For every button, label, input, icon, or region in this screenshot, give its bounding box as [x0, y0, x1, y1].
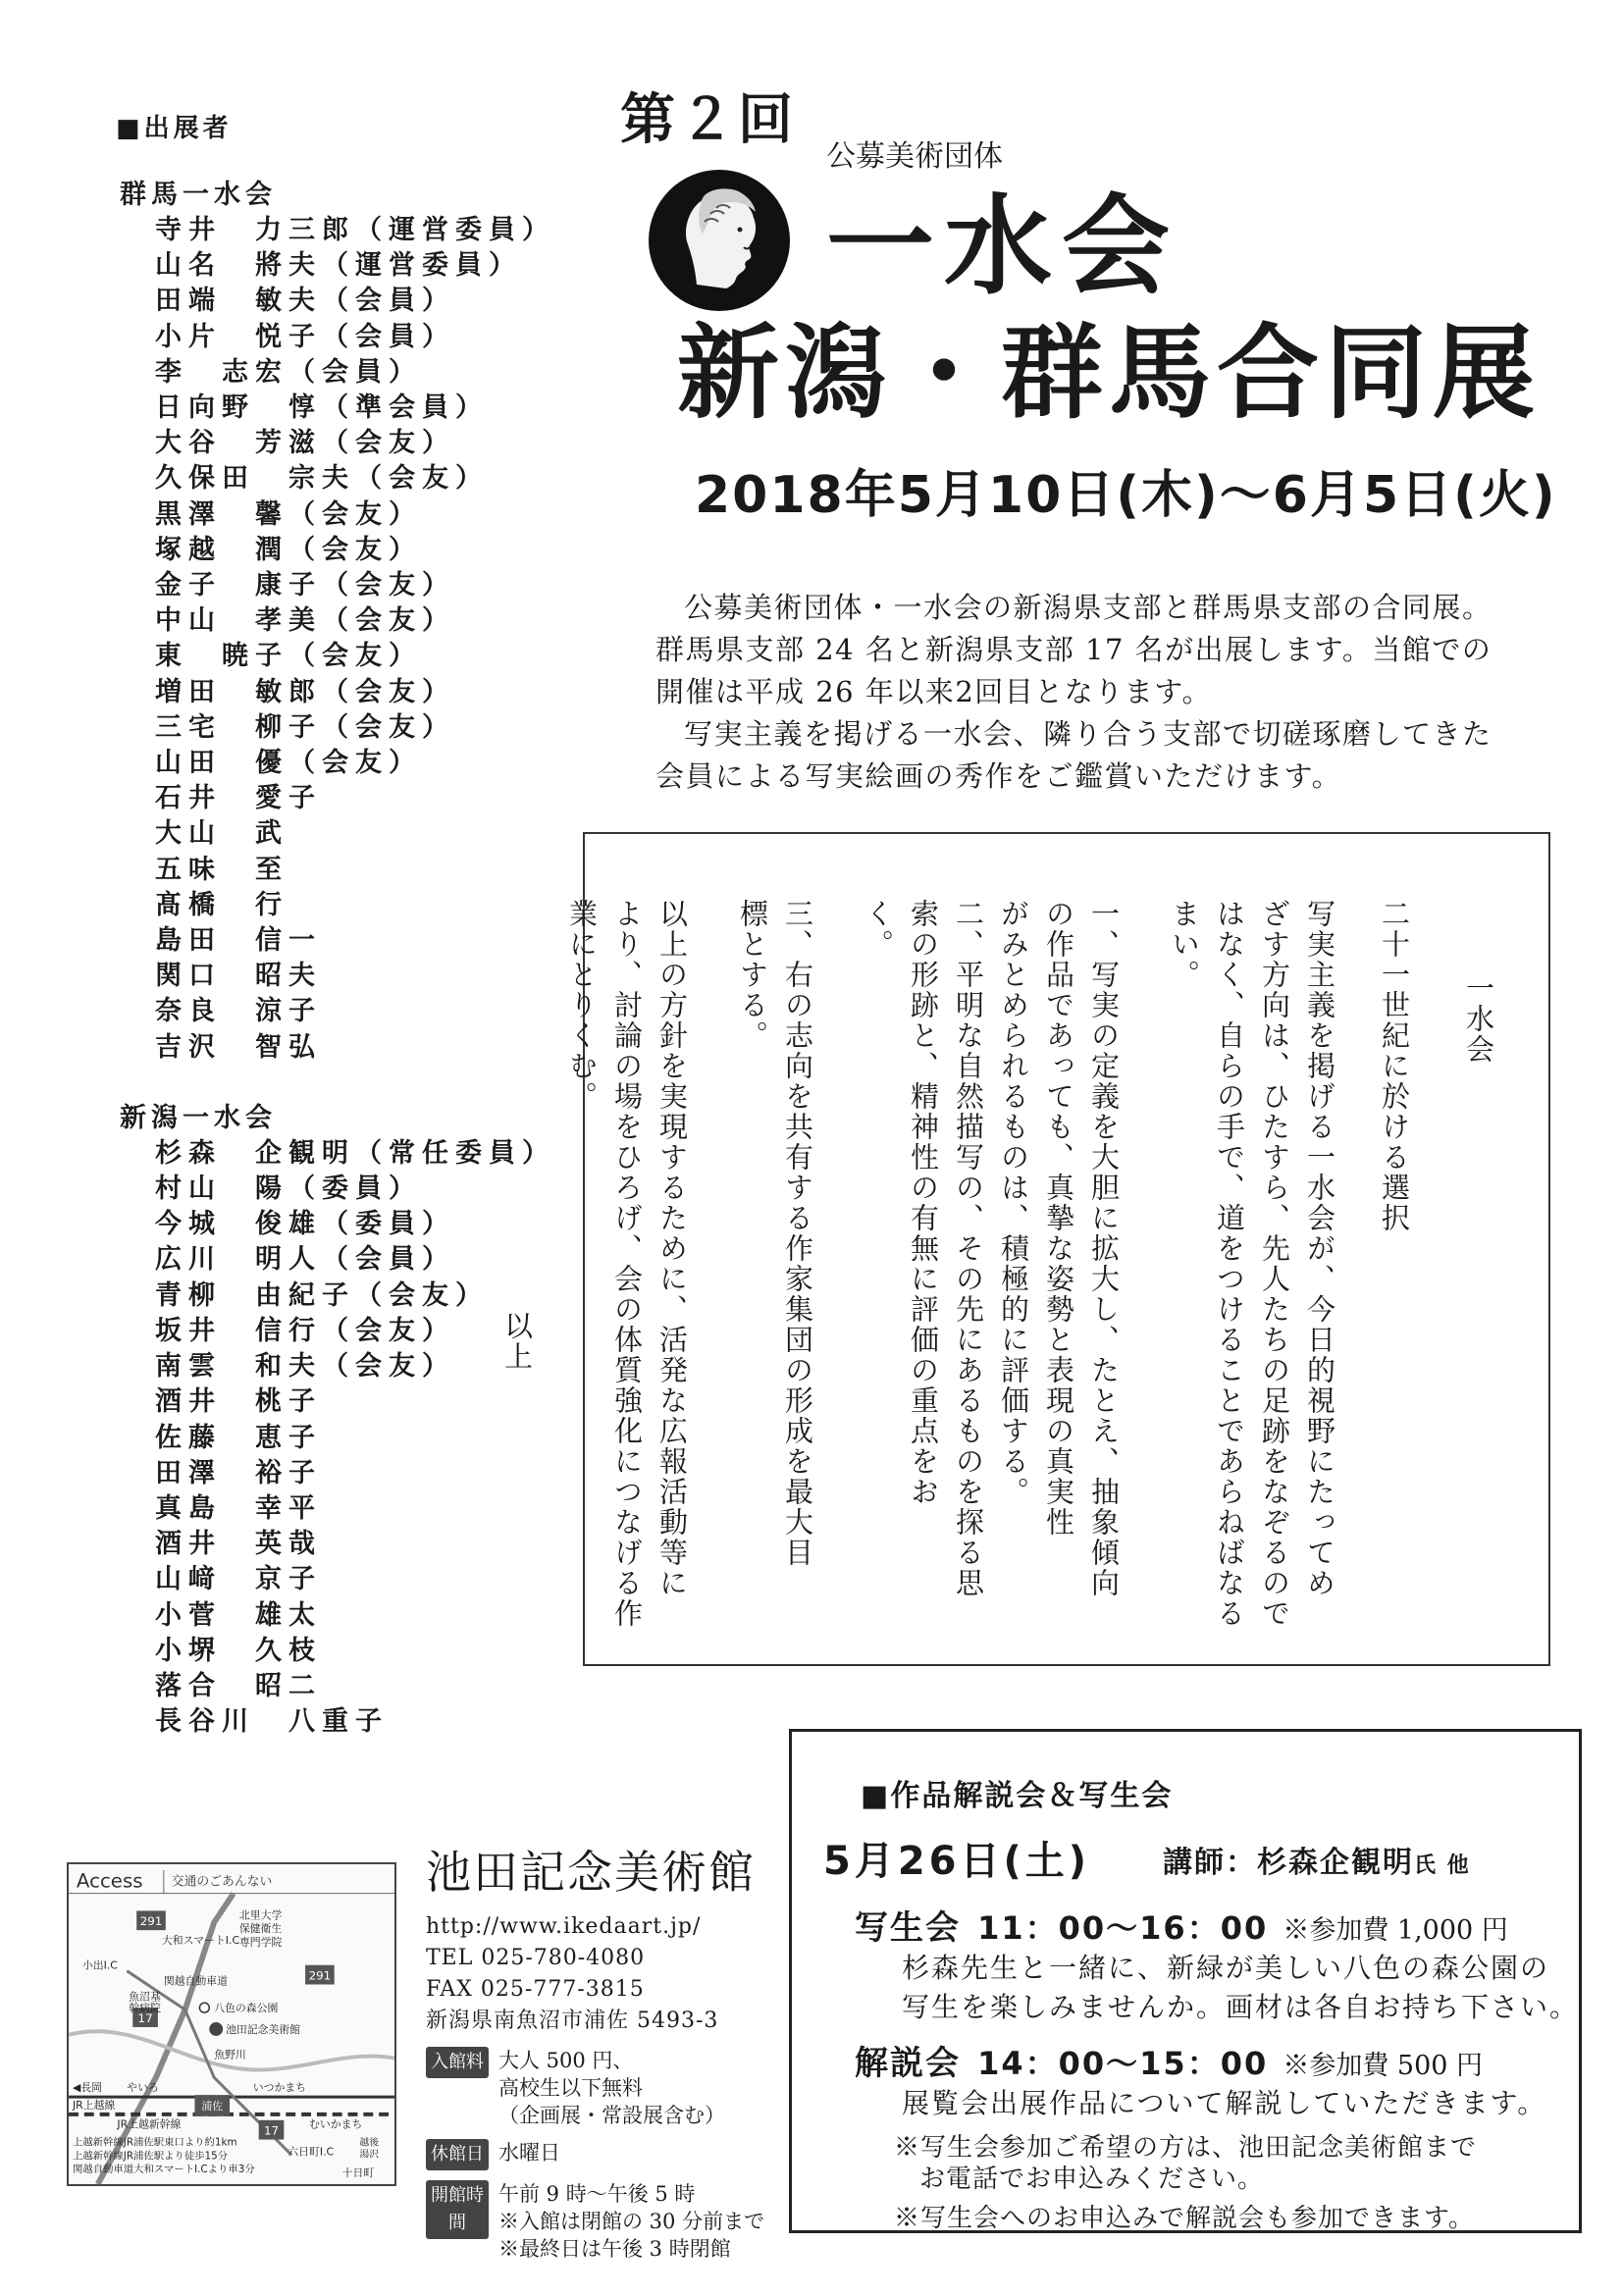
- event-heading: ■作品解説会＆写生会: [861, 1779, 1174, 1813]
- map-label: 大和スマートI.C: [161, 1934, 240, 1948]
- manifesto-org: 一水会: [1462, 973, 1495, 1065]
- exhibitor-member: 吉沢 智弘: [155, 1031, 322, 1063]
- emblem-portrait-icon: [648, 169, 791, 312]
- map-label: 保健衛生: [238, 1922, 283, 1936]
- exhibition-dates: 2018年5月10日(木)～6月5日(火): [695, 466, 1557, 525]
- exhibitor-member: 五味 至: [155, 854, 288, 885]
- exhibitor-member: 日向野 惇（準会員）: [155, 392, 489, 424]
- exhibition-description: [655, 587, 1519, 798]
- group-spacer: [116, 1066, 555, 1101]
- session-title: 写生会: [855, 1908, 961, 1948]
- museum-contact: [426, 1911, 764, 2037]
- hours-text: ※最終日は午後 3 時閉館: [498, 2237, 731, 2261]
- exhibitor-member: 奈良 涼子: [155, 996, 322, 1027]
- closed-text: 水曜日: [498, 2141, 560, 2165]
- exhibitor-member: 杉森 企観明（常任委員）: [155, 1137, 555, 1169]
- manifesto-line: 二、平明な自然描写の、その先にあるものを探る思: [952, 899, 985, 1598]
- organization-type: 公募美術団体: [826, 139, 1003, 174]
- map-directions: 上越新幹線JR浦佐駅東口より約1km: [72, 2136, 237, 2149]
- exhibitor-member: 李 志宏（会員）: [155, 356, 422, 388]
- exhibitor-member: 酒井 英哉: [155, 1529, 322, 1560]
- session-description: 写生を楽しみませんか。画材は各自お持ち下さい。: [902, 1991, 1580, 2023]
- admission-label: 入館料: [426, 2047, 489, 2078]
- lecturer-suffix: 氏 他: [1414, 1853, 1471, 1878]
- exhibitor-member: 大山 武: [155, 818, 288, 850]
- map-label: 池田記念美術館: [226, 2022, 301, 2036]
- manifesto-title: 二十一世紀に於ける選択: [1378, 899, 1411, 1233]
- manifesto-line: 以上の方針を実現するために、活発な広報活動等に: [655, 899, 689, 1598]
- museum-url[interactable]: http://www.ikedaart.jp/: [426, 1914, 702, 1939]
- event-note: [894, 2132, 1477, 2195]
- manifesto-line: より、討論の場をひろげ、会の体質強化につなげる作: [610, 899, 644, 1629]
- session-title: 解説会: [855, 2044, 961, 2083]
- group-name: 一水会: [826, 183, 1179, 309]
- manifesto-closing: 以上: [500, 1311, 534, 1372]
- closed-label: 休館日: [426, 2139, 489, 2170]
- hours-text: ※入館は閉館の 30 分前まで: [498, 2210, 765, 2233]
- exhibitor-member: 東 暁子（会友）: [155, 641, 422, 672]
- sketch-session: [855, 1901, 1579, 2027]
- admission-text: 大人 500 円、: [498, 2049, 634, 2072]
- exhibitor-member: 酒井 桃子: [155, 1386, 322, 1418]
- exhibitor-member: 山田 優（会友）: [155, 748, 422, 779]
- exhibitor-member: 山﨑 京子: [155, 1564, 322, 1595]
- exhibition-title: 新潟・群馬合同展: [677, 313, 1542, 433]
- museum-fax: FAX 025-777-3815: [426, 1977, 645, 2002]
- exhibitor-member: 今城 俊雄（委員）: [155, 1209, 455, 1240]
- museum-tel: TEL 025-780-4080: [426, 1946, 646, 1970]
- manifesto-line: はなく、自らの手で、道をつけることであらねばなる: [1213, 899, 1246, 1629]
- exhibitors-list: [116, 108, 555, 1740]
- admission-text: （企画展・常設展含む）: [498, 2104, 725, 2127]
- session-time: 11：00～16：00: [977, 1909, 1269, 1947]
- hours-label: 開館時間: [426, 2180, 489, 2239]
- manifesto-line: の作品であっても、真摯な姿勢と表現の真実性: [1042, 899, 1075, 1538]
- session-description: 杉森先生と一緒に、新緑が美しい八色の森公園の: [902, 1952, 1550, 1984]
- manifesto-line: 索の形跡と、精神性の有無に評価の重点をお: [907, 899, 940, 1507]
- map-label: 関越自動車道: [163, 1974, 229, 1988]
- exhibitor-group-title: 新潟一水会: [120, 1102, 277, 1133]
- exhibitor-member: 金子 康子（会友）: [155, 570, 455, 601]
- map-label: ◀長岡: [72, 2081, 103, 2095]
- exhibitor-member: 真島 幸平: [155, 1492, 322, 1524]
- session-description: 展覧会出展作品について解説していただきます。: [902, 2087, 1547, 2119]
- exhibitor-member: 南雲 和夫（会友）: [155, 1351, 455, 1383]
- exhibitor-member: 長谷川 八重子: [155, 1706, 389, 1738]
- manifesto-line: まい。: [1168, 899, 1201, 990]
- map-label: 浦佐: [201, 2099, 224, 2113]
- map-directions: 関越自動車道大和スマートI.Cより車3分: [72, 2164, 255, 2176]
- forest-park-marker: [199, 2003, 209, 2012]
- map-label: 小出I.C: [81, 1958, 118, 1972]
- talk-session: [855, 2036, 1546, 2123]
- svg-text:17: 17: [263, 2123, 280, 2138]
- exhibitor-member: 小堺 久枝: [155, 1635, 322, 1666]
- exhibitor-member: 村山 陽（委員）: [155, 1174, 422, 1205]
- map-label: JR上越線: [72, 2098, 116, 2112]
- manifesto-line: 標とする。: [736, 899, 769, 1051]
- exhibitor-member: 小片 悦子（会員）: [155, 321, 455, 352]
- exhibitor-member: 髙橋 行: [155, 889, 288, 920]
- manifesto-text: [495, 899, 1501, 1644]
- exhibitor-member: 落合 昭二: [155, 1670, 322, 1701]
- map-label: むいかまち: [309, 2117, 363, 2131]
- manifesto-line: 三、右の志向を共有する作家集団の形成を最大目: [781, 899, 814, 1568]
- exhibitor-member: 広川 明人（会員）: [155, 1244, 455, 1276]
- svg-text:291: 291: [308, 1968, 332, 1983]
- exhibitor-member: 佐藤 恵子: [155, 1422, 322, 1453]
- map-label: 八色の森公園: [214, 2002, 279, 2015]
- map-directions: 上越新幹線JR浦佐駅より徒歩15分: [72, 2150, 229, 2163]
- route17-sign: [259, 2120, 285, 2140]
- manifesto-box: [500, 832, 1550, 1666]
- admission-row: [426, 2047, 764, 2129]
- session-fee: ※参加費 1,000 円: [1283, 1915, 1508, 1946]
- svg-text:17: 17: [137, 2011, 153, 2026]
- exhibitor-member: 坂井 信行（会友）: [155, 1315, 455, 1346]
- museum-marker: [209, 2022, 223, 2036]
- exhibitor-member: 山名 將夫（運営委員）: [155, 250, 522, 282]
- exhibitor-member: 青柳 由紀子（会友）: [155, 1279, 489, 1311]
- exhibitor-member: 中山 孝美（会友）: [155, 605, 455, 637]
- edition-label: 第２回: [620, 88, 797, 152]
- access-map: [67, 1862, 396, 2186]
- hours-text: 午前 9 時～午後 5 時: [498, 2182, 696, 2206]
- map-label: いつかまち: [252, 2081, 307, 2095]
- exhibitor-member: 寺井 力三郎（運営委員）: [155, 215, 555, 245]
- manifesto-line: く。: [862, 899, 895, 960]
- note-line: お電話でお申込みください。: [919, 2165, 1265, 2194]
- note-line: ※写生会参加ご希望の方は、池田記念美術館まで: [894, 2133, 1478, 2163]
- map-label: 越後: [359, 2137, 380, 2149]
- map-label: 専門学院: [238, 1935, 283, 1949]
- exhibitor-group-title: 群馬一水会: [120, 180, 277, 210]
- exhibitor-member: 塚越 潤（会友）: [155, 534, 422, 565]
- manifesto-line: 一、写実の定義を大胆に拡大し、たとえ、抽象傾向: [1087, 899, 1121, 1598]
- admission-text: 高校生以下無料: [498, 2076, 643, 2100]
- museum-info: [426, 1837, 764, 2263]
- manifesto-line: 写実主義を掲げる一水会が、今日的視野にたってめ: [1303, 899, 1336, 1598]
- lecturer-name: 講師：杉森企観明: [1163, 1846, 1414, 1880]
- exhibitor-member: 石井 愛子: [155, 783, 322, 814]
- map-label: 北里大学: [238, 1908, 283, 1922]
- closed-row: [426, 2139, 764, 2170]
- exhibitor-member: 小菅 雄太: [155, 1599, 322, 1631]
- access-title: Access: [76, 1869, 143, 1893]
- access-subtitle: 交通のごあんない: [171, 1874, 273, 1890]
- exhibitor-member: 久保田 宗夫（会友）: [155, 463, 489, 495]
- description-paragraph: 公募美術団体・一水会の新潟県支部と群馬県支部の合同展。群馬県支部 24 名と新潟県支部 17 名が出展します。当館での開催は平成 26 年以来2回目となります。: [655, 591, 1492, 708]
- map-label: 湯沢: [359, 2149, 380, 2161]
- map-label: 十日町: [341, 2166, 375, 2180]
- route291-sign: [136, 1910, 166, 1930]
- museum-address: 新潟県南魚沼市浦佐 5493-3: [426, 2009, 719, 2033]
- exhibitor-member: 三宅 柳子（会友）: [155, 711, 455, 743]
- event-lecturer: [1163, 1838, 1471, 1881]
- exhibitor-member: 増田 敏郎（会友）: [155, 676, 455, 707]
- manifesto-line: 業にとりくむ。: [565, 899, 599, 1112]
- exhibitors-heading: ■出展者: [116, 114, 233, 143]
- svg-text:291: 291: [139, 1914, 163, 1929]
- map-label: 魚野川: [214, 2048, 246, 2061]
- event-date: 5月26日(土): [823, 1839, 1091, 1884]
- map-label: 魚沼基: [129, 1990, 161, 2004]
- hours-row: [426, 2180, 764, 2263]
- map-label: やいろ: [127, 2081, 159, 2095]
- map-label: 六日町I.C: [288, 2145, 335, 2159]
- map-label: JR上越新幹線: [117, 2117, 182, 2131]
- description-paragraph: 写実主義を掲げる一水会、隣り合う支部で切磋琢磨してきた会員による写実絵画の秀作をご鑑賞いただけます。: [655, 717, 1492, 793]
- session-fee: ※参加費 500 円: [1283, 2051, 1484, 2081]
- session-time: 14：00～15：00: [977, 2045, 1269, 2082]
- map-label: 幹病院: [129, 2002, 161, 2015]
- museum-name: 池田記念美術館: [426, 1846, 756, 1899]
- manifesto-line: がみとめられるものは、積極的に評価する。: [997, 899, 1030, 1507]
- route291-sign: [305, 1965, 335, 1985]
- event-note: ※写生会へのお申込みで解説会も参加できます。: [894, 2204, 1475, 2233]
- exhibitor-member: 田端 敏夫（会員）: [155, 286, 455, 317]
- exhibitor-member: 田澤 裕子: [155, 1457, 322, 1488]
- exhibitor-member: 島田 信一: [155, 925, 322, 957]
- exhibitor-member: 大谷 芳滋（会友）: [155, 428, 455, 459]
- exhibitor-member: 黒澤 馨（会友）: [155, 498, 422, 530]
- event-box: [789, 1729, 1582, 2233]
- exhibitor-member: 関口 昭夫: [155, 961, 322, 992]
- manifesto-line: ざす方向は、ひたすら、先人たちの足跡をなぞるので: [1258, 899, 1291, 1629]
